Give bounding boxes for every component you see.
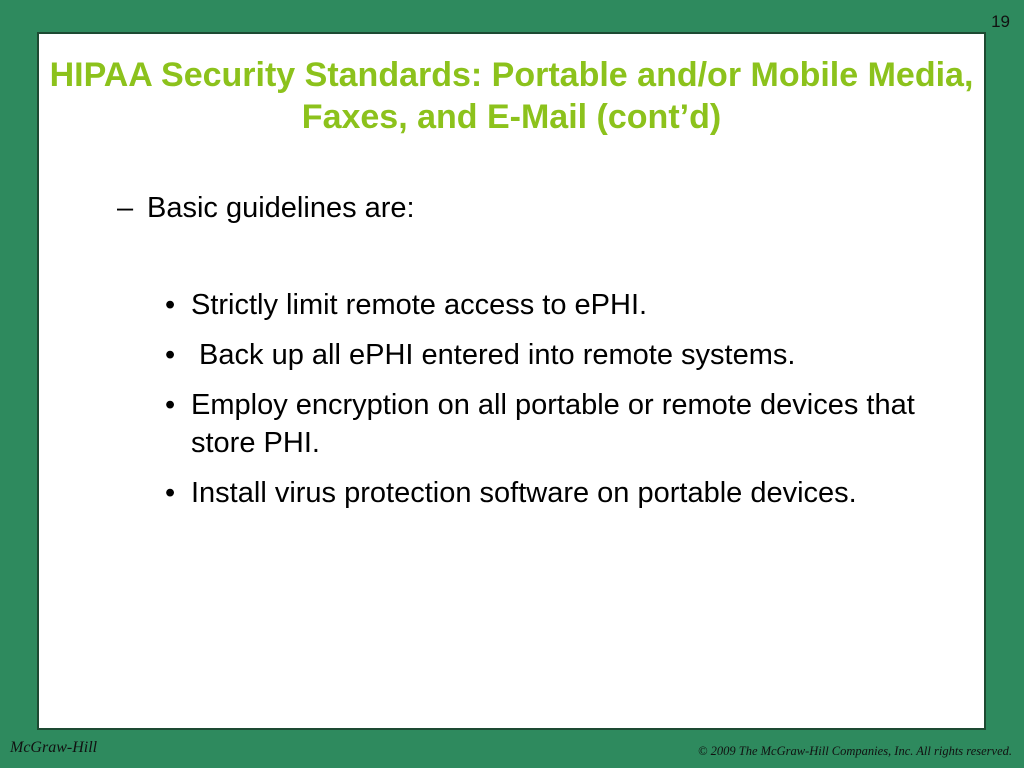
list-item-text: Strictly limit remote access to ePHI. xyxy=(191,289,648,321)
list-item xyxy=(165,336,925,374)
content-panel xyxy=(37,32,986,730)
list-item xyxy=(165,286,925,324)
list-item xyxy=(165,386,925,462)
slide-number: 19 xyxy=(991,12,1010,31)
slide-title: HIPAA Security Standards: Portable and/or Mobile Media, Faxes, and E-Mail (cont’d) xyxy=(49,56,974,136)
subheading xyxy=(117,192,415,225)
list-item-text: Back up all ePHI entered into remote systems. xyxy=(191,339,796,371)
bullet-icon: • xyxy=(165,339,176,371)
list-item xyxy=(165,474,925,512)
bullet-list xyxy=(165,286,925,524)
copyright-notice: © 2009 The McGraw-Hill Companies, Inc. All rights reserved. xyxy=(698,744,1012,758)
publisher-name: McGraw-Hill xyxy=(10,739,98,756)
list-item-text: Employ encryption on all portable or remote devices that store PHI. xyxy=(191,389,915,459)
subheading-text: Basic guidelines are: xyxy=(147,192,415,224)
bullet-icon: • xyxy=(165,389,176,421)
subheading-dash: – xyxy=(117,192,134,224)
list-item-text: Install virus protection software on portable devices. xyxy=(191,477,857,509)
bullet-icon: • xyxy=(165,289,176,321)
bullet-icon: • xyxy=(165,477,176,509)
